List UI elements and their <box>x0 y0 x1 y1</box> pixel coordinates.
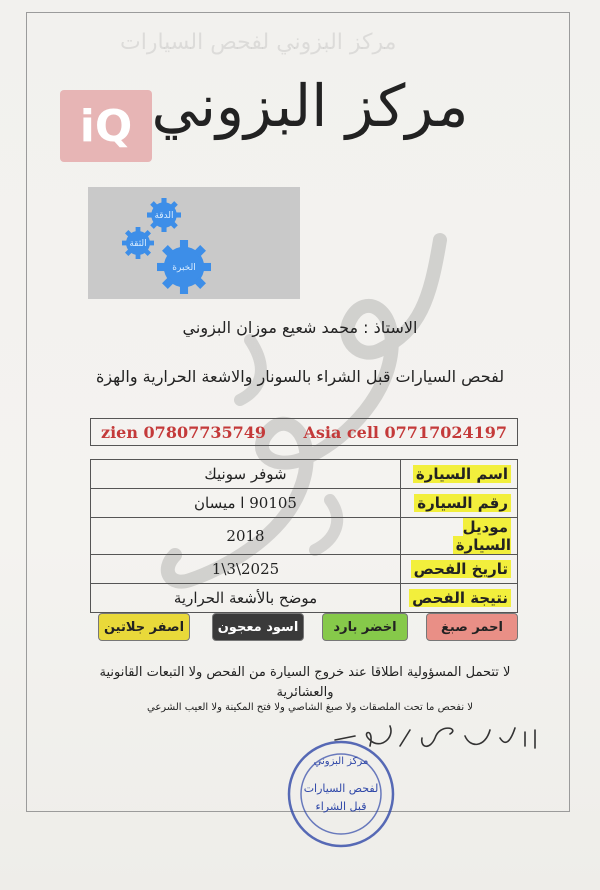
phone-numbers <box>90 418 518 446</box>
value-car-name: شوفر سونيك <box>91 460 401 489</box>
inspection-table <box>90 459 518 613</box>
value-car-model: 2018 <box>91 518 401 555</box>
svg-text:مركز البزوني: مركز البزوني <box>313 756 369 767</box>
label-inspection-date: تاريخ الفحص <box>411 560 511 578</box>
table-row <box>91 489 518 518</box>
iq-logo: iQ <box>60 90 152 162</box>
legend-yellow-gelatin: اصفر جلاتين <box>98 613 190 641</box>
label-car-model: موديل السيارة <box>453 518 511 554</box>
value-inspection-date: 2025\3\1 <box>91 555 401 584</box>
center-title: مركز البزوني <box>151 72 469 140</box>
service-description: لفحص السيارات قبل الشراء بالسونار والاشعة الحرارية والهزة <box>95 367 505 386</box>
faded-header-text: مركز البزوني لفحص السيارات <box>120 30 397 55</box>
color-legend <box>96 613 520 643</box>
legend-black-filler: اسود معجون <box>212 613 304 641</box>
zain-phone[interactable]: zien 07807735749 <box>101 422 267 442</box>
gear-label-3: الخبرة <box>172 263 196 273</box>
legend-green-cold: اخضر بارد <box>322 613 408 641</box>
value-inspection-result: موضح بالأشعة الحرارية <box>91 584 401 613</box>
label-car-number: رقم السيارة <box>414 494 511 512</box>
table-row <box>91 460 518 489</box>
gear-label-1: الدقة <box>154 211 174 221</box>
svg-text:قبل الشراء: قبل الشراء <box>315 800 367 813</box>
gears-logo <box>88 187 300 299</box>
gear-label-2: الثقة <box>129 239 147 249</box>
asiacell-phone[interactable]: Asia cell 07717024197 <box>303 422 507 442</box>
table-row <box>91 555 518 584</box>
table-row <box>91 518 518 555</box>
table-row <box>91 584 518 613</box>
label-car-name: اسم السيارة <box>413 465 511 483</box>
official-stamp <box>282 738 400 850</box>
value-car-number: 90105 ا ميسان <box>91 489 401 518</box>
liability-note: لا تتحمل المسؤولية اطلاقا عند خروج السيارة من الفحص ولا التبعات القانونية والعشائرية <box>99 665 511 700</box>
exclusions-note: لا نفحص ما تحت الملصقات ولا صبغ الشاصي ولا فتح المكينة ولا العيب الشرعي <box>146 702 474 713</box>
teacher-name: الاستاذ : محمد شعيع موزان البزوني <box>182 318 418 337</box>
legend-red-paint: احمر صبغ <box>426 613 518 641</box>
label-inspection-result: نتيجة الفحص <box>409 589 511 607</box>
svg-text:لفحص السيارات: لفحص السيارات <box>303 782 379 795</box>
